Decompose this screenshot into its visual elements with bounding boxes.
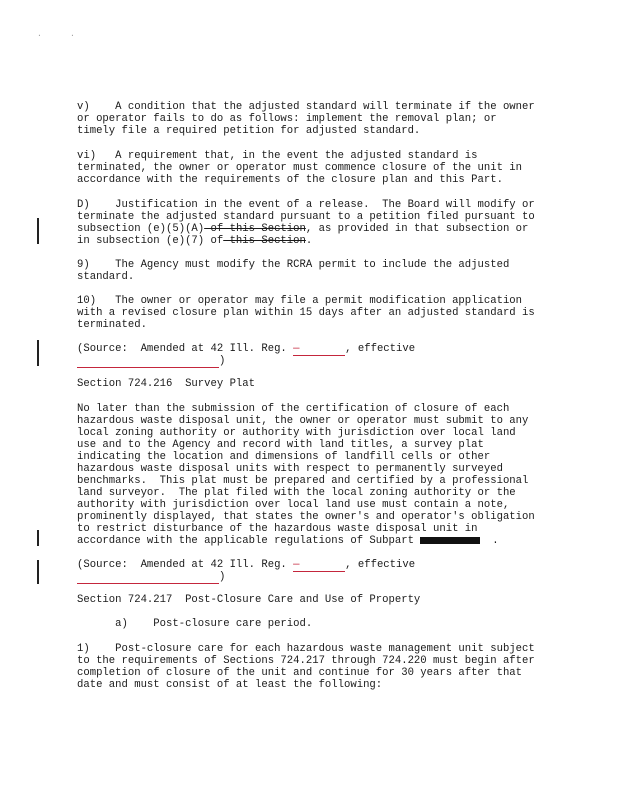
paragraph-d-line [77,235,312,247]
text: subsection (e)(5)(A) [77,223,205,235]
source-prefix: (Source: Amended at 42 Ill. Reg. [77,343,294,355]
paragraph-vi-line: accordance with the requirements of the closure plan and this Part. [77,174,503,186]
paragraph-v-line: or operator fails to do as follows: implement the removal plan; or [77,113,497,125]
section-217-line: 1) Post-closure care for each hazardous waste management unit subject [77,643,535,655]
paragraph-v-line: timely file a required petition for adjusted standard. [77,125,421,137]
section-heading: Section 724.217 Post-Closure Care and Use of Property [77,594,421,606]
page-mark: . [70,30,75,39]
section-216-line: indicating the location and dimensions of landfill cells or other [77,451,491,463]
source-suffix: , effective [345,559,416,571]
source-note-line2 [77,355,225,368]
section-216-line: hazardous waste disposal units with respect to permanently surveyed [77,463,503,475]
section-216-line: hazardous waste disposal unit, the owner or operator must submit to any [77,415,529,427]
source-note-line2 [77,571,225,584]
text: . [492,535,499,547]
paragraph-10-line: 10) The owner or operator may file a permit modification application [77,295,523,307]
change-bar [37,218,39,244]
text: accordance with the applicable regulations of Subpart [77,535,421,547]
paragraph-vi-line: terminated, the owner or operator must commence closure of the unit in [77,162,523,174]
paragraph-d-line: D) Justification in the event of a release. The Board will modify or [77,199,535,211]
paragraph-10-line: terminated. [77,319,147,331]
paragraph-9-line: 9) The Agency must modify the RCRA permit to include the adjusted [77,259,510,271]
page-mark: . [37,30,42,39]
paragraph-9-line: standard. [77,271,135,283]
deleted-text: of this Section [204,223,306,235]
paragraph-v-line: v) A condition that the adjusted standard will terminate if the owner [77,101,535,113]
section-216-line [77,535,499,547]
section-216-line: No later than the submission of the certification of closure of each [77,403,510,415]
section-216-line: benchmarks. This plat must be prepared and certified by a professional [77,475,529,487]
paragraph-d-line [77,223,528,235]
section-217-line: completion of closure of the unit and continue for 30 years after that [77,667,523,679]
deleted-text: this Section [223,235,306,247]
reg-blank: — [293,559,345,572]
change-bar [37,530,39,546]
section-216-line: use and to the Agency and record with land titles, a survey plat [77,439,484,451]
paragraph-vi-line: vi) A requirement that, in the event the adjusted standard is [77,150,478,162]
section-216-line: authority with jurisdiction over local land use must contain a note, [77,499,510,511]
text: . [305,235,313,247]
source-close: ) [219,571,226,583]
section-217-line: to the requirements of Sections 724.217 through 724.220 must begin after [77,655,535,667]
subsection-a: a) Post-closure care period. [77,618,313,630]
change-bar [37,340,39,366]
text: , as provided in that subsection or [305,223,529,235]
source-prefix: (Source: Amended at 42 Ill. Reg. [77,559,294,571]
section-216-line: prominently displayed, that states the owner's and operator's obligation [77,511,535,523]
effective-date-blank [77,355,219,368]
paragraph-10-line: with a revised closure plan within 15 days after an adjusted standard is [77,307,535,319]
change-bar [37,560,39,584]
section-216-line: to restrict disturbance of the hazardous waste disposal unit in [77,523,478,535]
text: in subsection (e)(7) of [77,235,224,247]
reg-blank: — [293,343,345,356]
source-close: ) [219,355,226,367]
effective-date-blank [77,571,219,584]
redaction-mark [420,537,480,544]
source-suffix: , effective [345,343,416,355]
section-216-line: local zoning authority or authority with jurisdiction over local land [77,427,516,439]
section-216-line: land surveyor. The plat filed with the local zoning authority or the [77,487,516,499]
section-heading: Section 724.216 Survey Plat [77,378,256,390]
paragraph-d-line: terminate the adjusted standard pursuant to a petition filed pursuant to [77,211,535,223]
section-217-line: date and must consist of at least the following: [77,679,383,691]
